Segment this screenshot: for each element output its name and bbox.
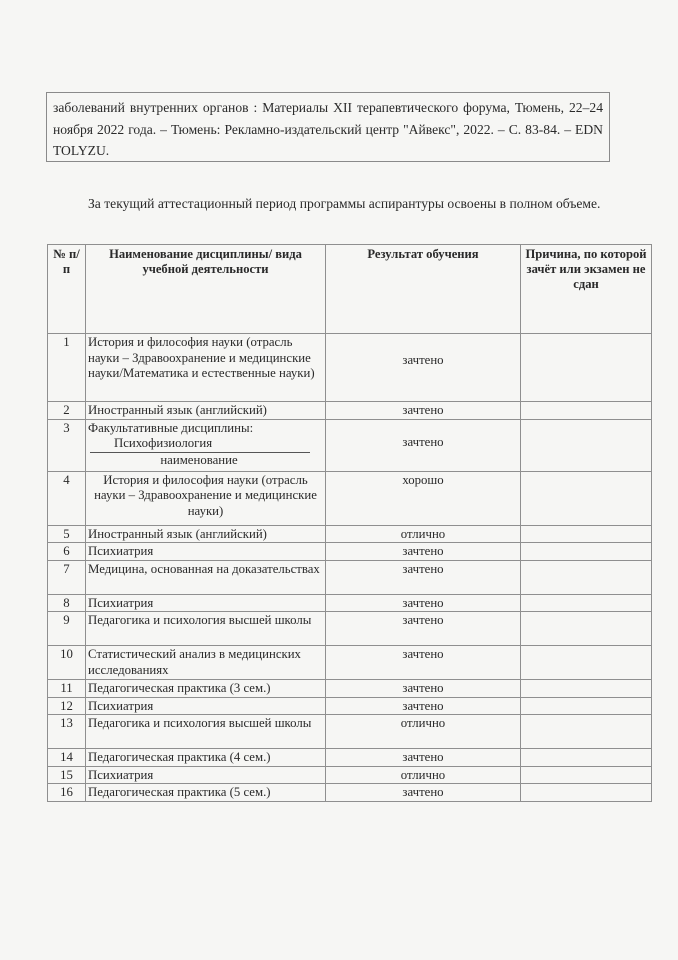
row-num: 2 — [48, 402, 86, 420]
table-row — [48, 419, 652, 471]
row-reason — [521, 525, 652, 543]
row-num: 6 — [48, 543, 86, 561]
row-result: зачтено — [326, 612, 521, 646]
row-result: зачтено — [326, 334, 521, 402]
row-result: зачтено — [326, 594, 521, 612]
table-row — [48, 646, 652, 680]
row-num: 1 — [48, 334, 86, 402]
row-reason — [521, 334, 652, 402]
row-name: История и философия науки (отрасль науки – Здравоохранение и медицинские науки) — [86, 471, 326, 525]
header-result: Результат обучения — [326, 245, 521, 334]
table-row — [48, 612, 652, 646]
table-row — [48, 749, 652, 767]
row-name: Педагогическая практика (3 сем.) — [86, 680, 326, 698]
row-name: Иностранный язык (английский) — [86, 402, 326, 420]
row-name: Педагогика и психология высшей школы — [86, 715, 326, 749]
table-row — [48, 334, 652, 402]
row-result: отлично — [326, 715, 521, 749]
row-num: 5 — [48, 525, 86, 543]
table-row — [48, 697, 652, 715]
row-reason — [521, 749, 652, 767]
table-row — [48, 680, 652, 698]
row-reason — [521, 471, 652, 525]
row-result: хорошо — [326, 471, 521, 525]
table-row — [48, 560, 652, 594]
row-name: Педагогика и психология высшей школы — [86, 612, 326, 646]
table-row — [48, 471, 652, 525]
row-num: 7 — [48, 560, 86, 594]
row-reason — [521, 402, 652, 420]
row-name: Психиатрия — [86, 594, 326, 612]
table-header-row — [48, 245, 652, 334]
row-name: История и философия науки (отрасль науки – Здравоохранение и медицинские науки/Математика и естественные науки) — [86, 334, 326, 402]
row-result: зачтено — [326, 402, 521, 420]
row-reason — [521, 697, 652, 715]
row-result: зачтено — [326, 784, 521, 802]
header-name: Наименование дисциплины/ вида учебной деятельности — [86, 245, 326, 334]
row-result: зачтено — [326, 560, 521, 594]
row-name: Статистический анализ в медицинских исследованиях — [86, 646, 326, 680]
row-reason — [521, 612, 652, 646]
row-result: отлично — [326, 766, 521, 784]
row-name — [86, 419, 326, 471]
row-result: зачтено — [326, 697, 521, 715]
row-num: 14 — [48, 749, 86, 767]
row-result: зачтено — [326, 646, 521, 680]
reference-text: заболеваний внутренних органов : Материалы XII терапевтического форума, Тюмень, 22–24 ноября 2022 года. – Тюмень: Рекламно-издательский центр "Айвекс", 2022. – С. 83-84. – EDN TOLYZU. — [53, 100, 603, 158]
row-result: зачтено — [326, 419, 521, 471]
row-name: Иностранный язык (английский) — [86, 525, 326, 543]
row-reason — [521, 594, 652, 612]
elective-label: Факультативные дисциплины: — [88, 420, 254, 435]
row-result: зачтено — [326, 543, 521, 561]
table-row — [48, 594, 652, 612]
row-num: 8 — [48, 594, 86, 612]
table-row — [48, 766, 652, 784]
row-num: 13 — [48, 715, 86, 749]
row-result: отлично — [326, 525, 521, 543]
table-row — [48, 784, 652, 802]
row-name: Психиатрия — [86, 766, 326, 784]
elective-discipline: Психофизиология — [90, 436, 310, 453]
row-reason — [521, 543, 652, 561]
row-result: зачтено — [326, 749, 521, 767]
row-name: Педагогическая практика (4 сем.) — [86, 749, 326, 767]
row-num: 16 — [48, 784, 86, 802]
table-row — [48, 525, 652, 543]
row-name: Педагогическая практика (5 сем.) — [86, 784, 326, 802]
elective-caption: наименование — [160, 452, 238, 467]
row-num: 3 — [48, 419, 86, 471]
row-reason — [521, 766, 652, 784]
row-reason — [521, 784, 652, 802]
row-num: 12 — [48, 697, 86, 715]
row-num: 11 — [48, 680, 86, 698]
row-num: 10 — [48, 646, 86, 680]
table-row — [48, 543, 652, 561]
header-reason: Причина, по которой зачёт или экзамен не сдан — [521, 245, 652, 334]
row-reason — [521, 646, 652, 680]
table-row — [48, 402, 652, 420]
row-num: 15 — [48, 766, 86, 784]
statement-paragraph: За текущий аттестационный период программы аспирантуры освоены в полном объеме. — [88, 196, 601, 211]
row-num: 4 — [48, 471, 86, 525]
row-reason — [521, 560, 652, 594]
results-table — [47, 244, 652, 802]
row-name: Психиатрия — [86, 697, 326, 715]
row-name: Психиатрия — [86, 543, 326, 561]
row-reason — [521, 715, 652, 749]
row-result: зачтено — [326, 680, 521, 698]
row-num: 9 — [48, 612, 86, 646]
table-row — [48, 715, 652, 749]
row-name: Медицина, основанная на доказательствах — [86, 560, 326, 594]
row-reason — [521, 419, 652, 471]
reference-box — [46, 92, 610, 162]
row-reason — [521, 680, 652, 698]
header-num: № п/п — [48, 245, 86, 334]
